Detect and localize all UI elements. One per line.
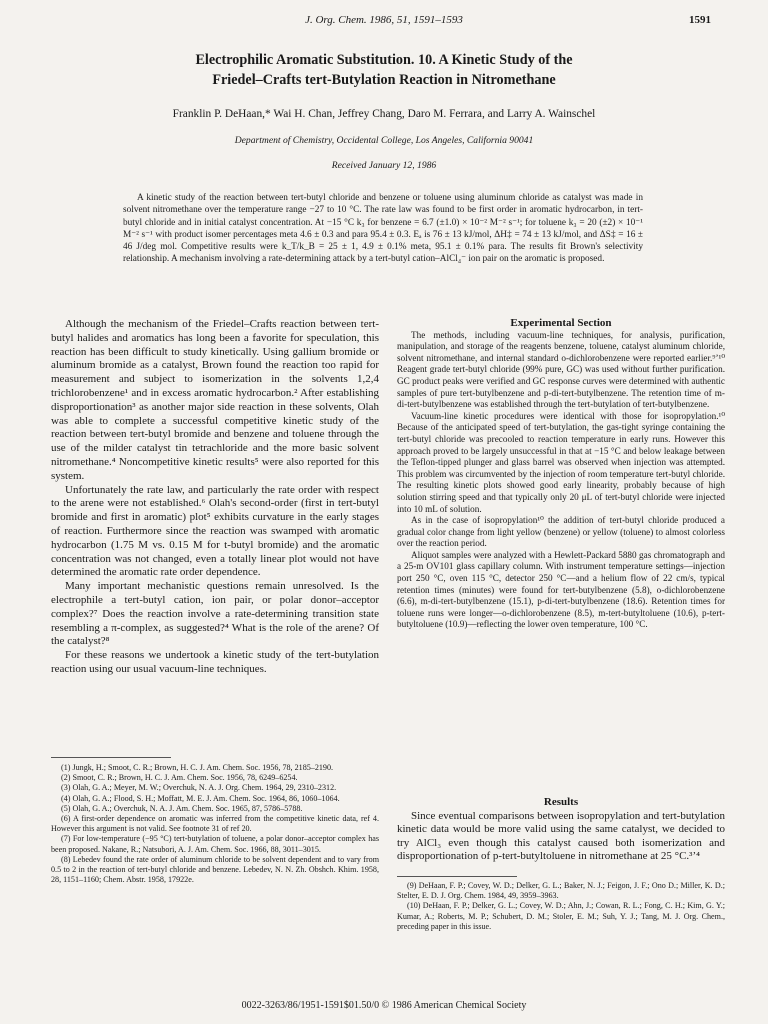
footnote: (5) Olah, G. A.; Overchuk, N. A. J. Am. Chem. Soc. 1965, 87, 5786–5788. bbox=[61, 803, 303, 813]
running-header bbox=[0, 14, 768, 30]
experimental-heading: Experimental Section bbox=[510, 317, 612, 329]
intro-paragraph: Although the mechanism of the Friedel–Crafts reaction between tert-butyl halides and aromatics has long been a favorite for speculation, this reaction has been difficult to study kinetically. Using gallium bromide or aluminum bromide as a catalyst, Brown found the reaction too rapid for measurement and subject to isomerization in the solvents 1,2,4 trichlorobenzene¹ and in excess aromatic hydrocarbon.² After establishing disproportionation³ as another major side reaction in these solvents, Olah was able to complete a successful competitive kinetic study of the reaction between tert-butyl bromide and benzene and toluene through the use of the milder catalyst tin tetrachloride and the more basic solvent nitromethane.⁴ Noncompetitive kinetic results⁵ were also reported for this system. bbox=[51, 318, 379, 482]
results-heading: Results bbox=[543, 796, 579, 808]
intro-paragraph: Unfortunately the rate law, and particularly the rate order with respect to the arene were not established.⁶ Olah's second-order (first in tert-butyl bromide and first in aromatic) plot⁵ exhibits curvature in the early stages of reaction. Furthermore since the reaction was swamped with aromatic hydrocarbon (1.75 M vs. 0.15 M for t-butyl bromide) and the aromatic concentration was not changed, even a totally linear plot would not have determined the aromatic rate order dependence. bbox=[51, 483, 379, 579]
footnote: (4) Olah, G. A.; Flood, S. H.; Moffatt, M. E. J. Am. Chem. Soc. 1964, 86, 1060–1064. bbox=[61, 793, 340, 803]
footnote: (10) DeHaan, F. P.; Delker, G. L.; Covey, W. D.; Ahn, J.; Cowan, R. L.; Fong, C. H.; Kim, G. Y.; Kumar, A.; Roberts, M. P.; Schubert, D. M.; Stoler, E. M.; Suh, Y. J.; Tang, M. J. Org. Chem., preceding paper in this issue. bbox=[397, 901, 725, 931]
title-line-2: Friedel–Crafts tert-Butylation Reaction in Nitromethane bbox=[212, 72, 556, 88]
footnotes-left bbox=[51, 763, 379, 885]
received-date: Received January 12, 1986 bbox=[331, 160, 437, 171]
footnote: (7) For low-temperature (−95 °C) tert-butylation of toluene, a polar donor–acceptor complex has been proposed. Nakane, R.; Natsubori, A. J. Am. Chem. Soc. 1966, 88, 3011–3015. bbox=[51, 834, 379, 854]
journal-citation: J. Org. Chem. 1986, 51, 1591–1593 bbox=[305, 14, 463, 26]
footnote-divider bbox=[397, 876, 517, 877]
footnotes-right bbox=[397, 881, 725, 932]
article-title bbox=[60, 50, 708, 90]
footnote: (8) Lebedev found the rate order of aluminum chloride to be solvent dependent and to vary from 0.5 to 2 in the reaction of tert-butyl chloride and benzene. Lebedev, N. N. Zh. Obshch. Khim. 1958, 28, 1151–1160; Chem. Abstr. 1958, 17922e. bbox=[51, 854, 379, 885]
experimental-paragraph: Aliquot samples were analyzed with a Hewlett-Packard 5880 gas chromatograph and a 25-m OV101 glass capillary column. With instrument temperature settings—injection port 250 °C, oven 115 °C, detector 250 °C—and a helium flow of 22 cm/s, typical retention times (minutes) were found for tert-butylbenzene (5.8), o-dichlorobenzene (6.6), m-di-tert-butylbenzene (15.1), p-di-tert-butylbenzene (18.6). Retention times for toluene runs were longer—o-dichlorobenzene (8.5), m-tert-butyltoluene (10.6), p-tert-butyltoluene (10.9)—reflecting the lower oven temperature, 100 °C. bbox=[397, 549, 725, 630]
results-section bbox=[397, 796, 725, 864]
footnote: (1) Jungk, H.; Smoot, C. R.; Brown, H. C. J. Am. Chem. Soc. 1956, 78, 2185–2190. bbox=[61, 763, 334, 772]
copyright-footer: 0022-3263/86/1951-1591$01.50/0 © 1986 American Chemical Society bbox=[241, 1000, 527, 1011]
intro-paragraph: Many important mechanistic questions remain unresolved. Is the electrophile a tert-butyl cation, ion pair, or polar donor–acceptor complex?⁷ Does the reaction involve a rate-determining transition state resembling a π-complex, as suggested?⁴ What is the role of the arene? Of the catalyst?⁸ bbox=[51, 580, 379, 648]
intro-column bbox=[51, 318, 379, 677]
footnote: (6) A first-order dependence on aromatic was inferred from the competitive kinetic data, ref 4. However this argument is not valid. See footnote 31 of ref 20. bbox=[51, 814, 379, 834]
experimental-column bbox=[397, 318, 725, 631]
abstract: A kinetic study of the reaction between tert-butyl chloride and benzene or toluene using aluminum chloride as catalyst was made in solvent nitromethane over the temperature range −27 to 10 °C. The rate law was found to be first order in aromatic hydrocarbon, in tert-butyl chloride and in initial catalyst concentration. At −15 °C k₃ for benzene = 6.7 (±1.0) × 10⁻² M⁻² s⁻¹; for toluene k₃ = 20 (±2) × 10⁻¹ M⁻² s⁻¹ with product isomer percentages meta 4.6 ± 0.3 and para 95.4 ± 0.3. Eₐ is 76 ± 13 kJ/mol, ΔH‡ = 74 ± 13 kJ/mol, and ΔS‡ = 16 ± 46 J/deg mol. Competitive results were k_T/k_B = 25 ± 1, 4.9 ± 0.1% meta, 95.1 ± 0.1% para. The results fit Brown's selectivity relationship. A mechanism involving a rate-determining attack by a tert-butyl cation–AlCl₄⁻ ion pair on the aromatic is proposed. bbox=[123, 193, 643, 265]
intro-paragraph: For these reasons we undertook a kinetic study of the tert-butylation reaction using our usual vacuum-line techniques. bbox=[51, 649, 379, 675]
page-number: 1591 bbox=[689, 14, 711, 26]
results-paragraph: Since eventual comparisons between isopropylation and tert-butylation kinetic data would be more valid using the same catalyst, we decided to try AlCl₃ even though this catalyst caused both isomerization and disproportionation of p-tert-butyltoluene in nitromethane at 25 °C.³ʼ⁴ bbox=[397, 809, 725, 863]
experimental-paragraph: Vacuum-line kinetic procedures were identical with those for isopropylation.¹⁰ Because of the anticipated speed of tert-butylation, the gas-tight syringe containing the tert-butyl chloride was precooled to reaction temperature in early runs. However this approach proved to be largely unsuccessful in that at −15 °C and below leakage between the Teflon-tipped plunger and glass barrel was observed when injection was attempted. This problem was circumvented by the injection of room temperature tert-butyl chloride. The resulting kinetic plots showed good early linearity, probably because of high solution stirring speed and that typically only 20 μL of tert-butyl chloride were injected into 10 mL of solution. bbox=[397, 410, 725, 514]
affiliation: Department of Chemistry, Occidental College, Los Angeles, California 90041 bbox=[234, 135, 534, 146]
footnote: (3) Olah, G. A.; Meyer, M. W.; Overchuk, N. A. J. Org. Chem. 1964, 29, 2310–2312. bbox=[61, 783, 337, 793]
author-list: Franklin P. DeHaan,* Wai H. Chan, Jeffrey Chang, Daro M. Ferrara, and Larry A. Wainschel bbox=[172, 108, 596, 120]
footnote: (9) DeHaan, F. P.; Covey, W. D.; Delker, G. L.; Baker, N. J.; Feigon, J. F.; Ono D.; Miller, K. D.; Stelter, E. D. J. Org. Chem. 1984, 49, 3959–3963. bbox=[397, 881, 725, 901]
title-line-1: Electrophilic Aromatic Substitution. 10. A Kinetic Study of the bbox=[195, 52, 573, 68]
footnote-divider bbox=[51, 757, 171, 758]
footnote: (2) Smoot, C. R.; Brown, H. C. J. Am. Chem. Soc. 1956, 78, 6249–6254. bbox=[61, 773, 298, 783]
experimental-paragraph: As in the case of isopropylation¹⁰ the addition of tert-butyl chloride produced a gradual color change from light yellow (benzene) or yellow (toluene) to almost colorless over the reaction period. bbox=[397, 515, 725, 549]
experimental-paragraph: The methods, including vacuum-line techniques, for analysis, purification, manipulation, and storage of the reagents benzene, toluene, catalyst aluminum chloride, solvent nitromethane, and internal standard o-dichlorobenzene were reported earlier.⁹ʼ¹⁰ Reagent grade tert-butyl chloride (99% pure, GC) was used without further purification. GC product peaks were verified and GC response curves were determined with authentic samples of pure tert-butylbenzene and p-di-tert-butylbenzene. The retention time of m-di-tert-butylbenzene was established through the tert-butylation of tert-butylbenzene. bbox=[397, 329, 725, 410]
